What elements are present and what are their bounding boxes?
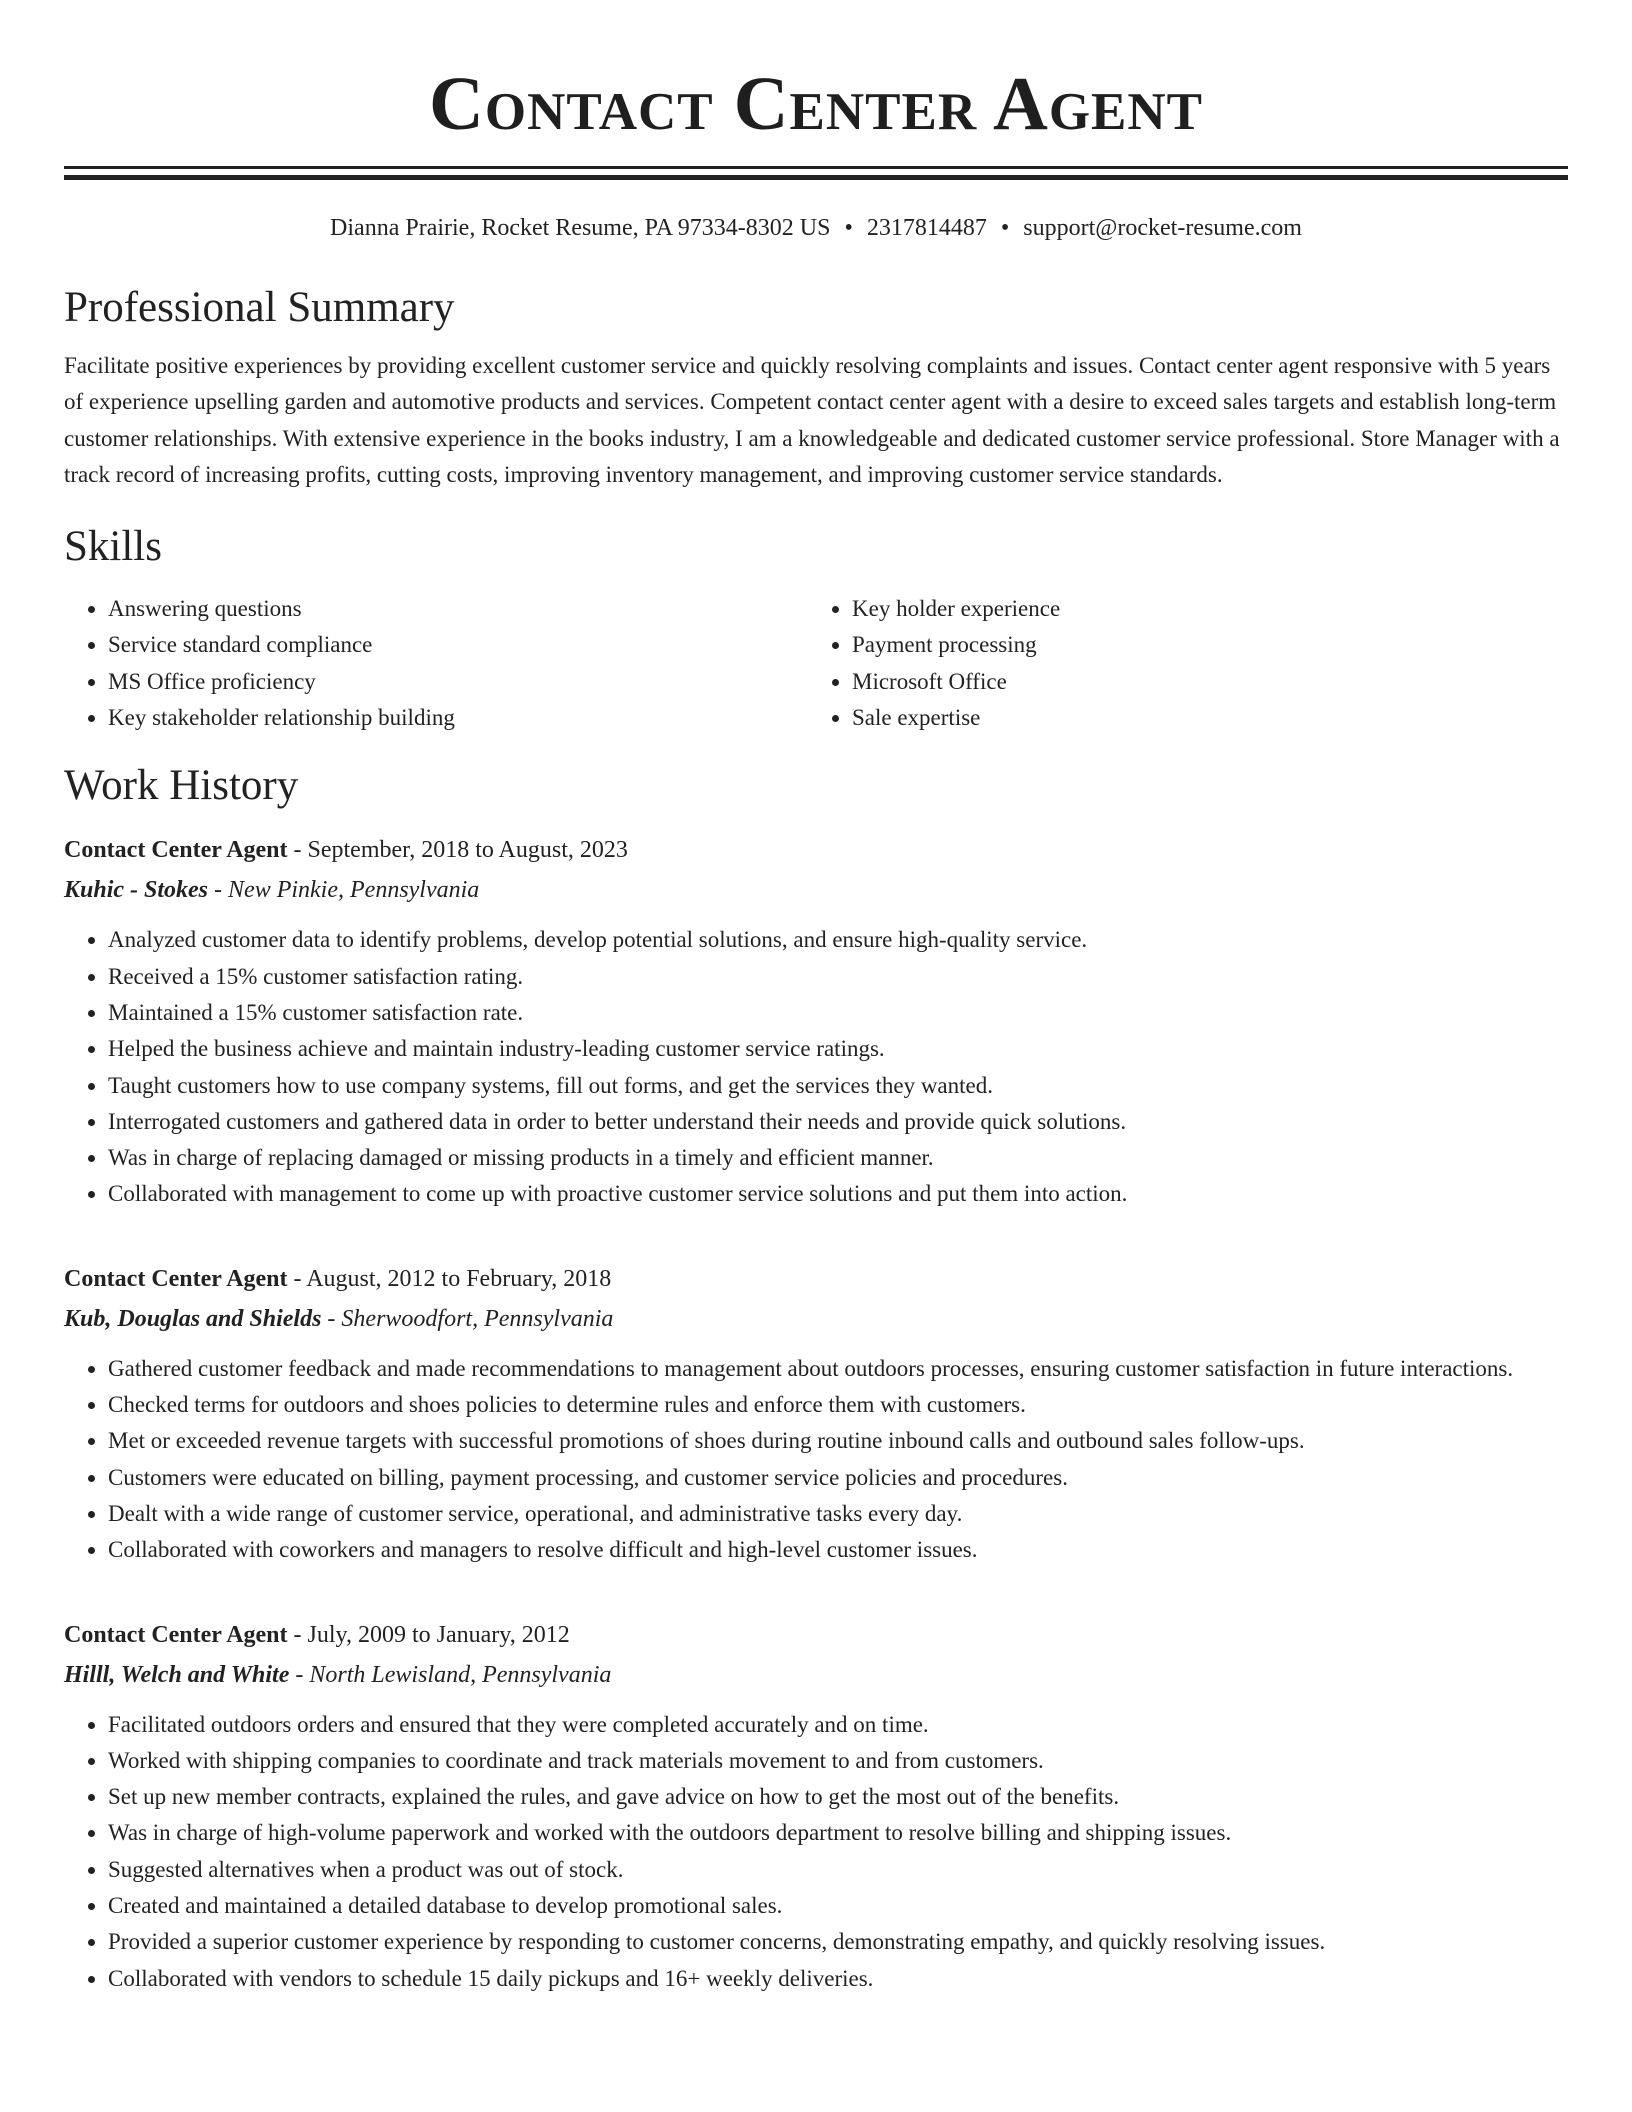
job-location: New Pinkie, Pennsylvania	[228, 877, 480, 904]
job-dates: August, 2012 to February, 2018	[306, 1265, 612, 1292]
job-duty: • Collaborated with coworkers and managers to resolve difficult and high-level customer issues.	[108, 1532, 1568, 1568]
skill-item: • Payment processing	[852, 627, 1552, 663]
job-duty: • Taught customers how to use company systems, fill out forms, and get the services they wanted.	[108, 1068, 1568, 1104]
job-duty: • Gathered customer feedback and made recommendations to management about outdoors processes, ensuring customer satisfaction in future interactions.	[108, 1351, 1568, 1387]
contact-line	[64, 212, 1568, 244]
job-heading: Contact Center Agent - September, 2018 to August, 2023	[64, 837, 628, 864]
summary-heading: Professional Summary	[64, 284, 455, 331]
job-location: North Lewisland, Pennsylvania	[309, 1661, 612, 1688]
summary-text: Facilitate positive experiences by providing excellent customer service and quickly resolving complaints and issues. Contact center agent responsive with 5 years of experience upselling garden and automotive products and services. Competent contact center agent with a desire to exceed sales targets and establish long-term customer relationships. With extensive experience in the books industry, I am a knowledgeable and dedicated customer service professional. Store Manager with a track record of increasing profits, cutting costs, improving inventory management, and improving customer service standards.	[64, 353, 1560, 487]
job-company: Kuhic - Stokes	[64, 877, 209, 904]
job-entry	[64, 1259, 1568, 1569]
job-duty: • Suggested alternatives when a product was out of stock.	[108, 1852, 1568, 1888]
job-duty: • Collaborated with management to come up with proactive customer service solutions and put them into action.	[108, 1176, 1568, 1212]
skill-item: • Answering questions	[108, 591, 808, 627]
skills-heading: Skills	[64, 523, 162, 571]
job-duty: • Created and maintained a detailed database to develop promotional sales.	[108, 1888, 1568, 1924]
job-duty: • Maintained a 15% customer satisfaction rate.	[108, 995, 1568, 1031]
contact-phone: 2317814487	[866, 215, 987, 241]
job-duty: • Dealt with a wide range of customer service, operational, and administrative tasks every day.	[108, 1496, 1568, 1532]
job-duty: • Received a 15% customer satisfaction rating.	[108, 959, 1568, 995]
contact-separator: •	[844, 215, 853, 241]
job-duty: • Customers were educated on billing, payment processing, and customer service policies and procedures.	[108, 1460, 1568, 1496]
job-duty: • Was in charge of high-volume paperwork and worked with the outdoors department to resolve billing and shipping issues.	[108, 1815, 1568, 1851]
skills-column-right	[808, 591, 1552, 736]
job-duty: • Analyzed customer data to identify problems, develop potential solutions, and ensure high-quality service.	[108, 922, 1568, 958]
skill-item: • MS Office proficiency	[108, 664, 808, 700]
skill-item: • Sale expertise	[852, 700, 1552, 736]
job-dates: July, 2009 to January, 2012	[307, 1621, 570, 1648]
job-location: Sherwoodfort, Pennsylvania	[341, 1305, 614, 1332]
job-employer: Hilll, Welch and White - North Lewisland, Pennsylvania	[64, 1661, 612, 1688]
title-divider-top	[64, 166, 1568, 169]
job-dates: September, 2018 to August, 2023	[307, 837, 628, 864]
job-heading: Contact Center Agent - July, 2009 to January, 2012	[64, 1621, 570, 1648]
job-duty: • Was in charge of replacing damaged or missing products in a timely and efficient manner.	[108, 1140, 1568, 1176]
work-history-heading: Work History	[64, 762, 299, 810]
job-title: Contact Center Agent	[64, 1265, 288, 1292]
job-duties	[64, 922, 1568, 1212]
resume-page	[64, 0, 1568, 1997]
skill-item: • Key holder experience	[852, 591, 1552, 627]
skill-item: • Service standard compliance	[108, 627, 808, 663]
job-entry	[64, 1615, 1568, 1997]
contact-email: support@rocket-resume.com	[1023, 215, 1302, 241]
job-employer: Kub, Douglas and Shields - Sherwoodfort, Pennsylvania	[64, 1305, 614, 1332]
skill-item: • Microsoft Office	[852, 664, 1552, 700]
job-duty: • Collaborated with vendors to schedule 15 daily pickups and 16+ weekly deliveries.	[108, 1961, 1568, 1997]
contact-address: Dianna Prairie, Rocket Resume, PA 97334-8302 US	[330, 215, 831, 241]
job-duty: • Checked terms for outdoors and shoes policies to determine rules and enforce them with customers.	[108, 1387, 1568, 1423]
job-duties	[64, 1707, 1568, 1997]
job-company: Hilll, Welch and White	[64, 1661, 290, 1688]
job-duty: • Provided a superior customer experience by responding to customer concerns, demonstrating empathy, and quickly resolving issues.	[108, 1924, 1568, 1960]
job-duty: • Worked with shipping companies to coordinate and track materials movement to and from customers.	[108, 1743, 1568, 1779]
skills-list	[64, 591, 1568, 736]
job-title: Contact Center Agent	[64, 1621, 288, 1648]
contact-separator: •	[1000, 215, 1010, 241]
job-company: Kub, Douglas and Shields	[64, 1305, 322, 1332]
skill-item: • Key stakeholder relationship building	[108, 700, 808, 736]
job-duty: • Facilitated outdoors orders and ensured that they were completed accurately and on time.	[108, 1707, 1568, 1743]
title-divider-bottom	[64, 175, 1568, 180]
job-duty: • Set up new member contracts, explained the rules, and gave advice on how to get the most out of the benefits.	[108, 1779, 1568, 1815]
job-duty: • Helped the business achieve and maintain industry-leading customer service ratings.	[108, 1031, 1568, 1067]
job-duties	[64, 1351, 1568, 1569]
job-duty: • Interrogated customers and gathered data in order to better understand their needs and provide quick solutions.	[108, 1104, 1568, 1140]
job-title: Contact Center Agent	[64, 837, 288, 864]
job-heading: Contact Center Agent - August, 2012 to February, 2018	[64, 1265, 612, 1292]
skills-column-left	[64, 591, 808, 736]
resume-title: Contact Center Agent	[428, 62, 1204, 146]
job-entry	[64, 830, 1568, 1212]
job-duty: • Met or exceeded revenue targets with successful promotions of shoes during routine inbound calls and outbound sales follow-ups.	[108, 1423, 1568, 1459]
job-employer: Kuhic - Stokes - New Pinkie, Pennsylvania	[64, 877, 480, 904]
